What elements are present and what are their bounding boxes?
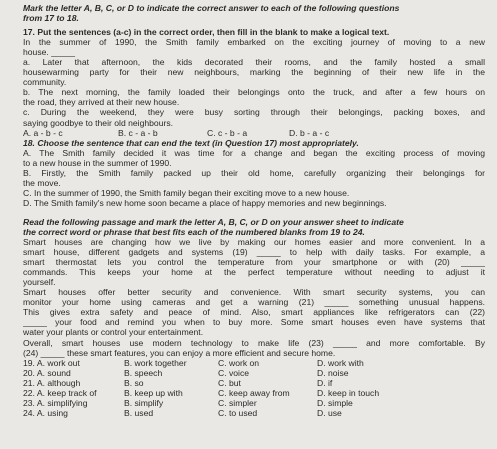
- q19-option-b[interactable]: B. work together: [124, 357, 187, 368]
- q17-sentence-c: c. During the weekend, they were busy sorting through their belongings, packing boxes, and: [23, 107, 485, 118]
- q17-sentence-a-line2: housewarming party for their new neighbours, marking the beginning of their new life in the: [23, 67, 485, 78]
- q22-option-c[interactable]: C. keep away from: [218, 387, 290, 398]
- q21-options: [23, 378, 485, 388]
- q20-options: [23, 368, 485, 378]
- q20-option-c[interactable]: C. voice: [218, 367, 250, 378]
- q19-option-a[interactable]: 19. A. work out: [23, 357, 80, 368]
- q20-option-a[interactable]: 20. A. sound: [23, 367, 71, 378]
- passage-line: Smart houses are changing how we live by making our homes easier and more convenient. In a: [23, 237, 485, 248]
- section1-instruction-line2: from 17 to 18.: [23, 13, 79, 24]
- q19-option-d[interactable]: D. work with: [317, 357, 364, 368]
- q17-sentence-c-line2: saying goodbye to their old neighbours.: [23, 117, 174, 128]
- q23-option-a[interactable]: 23. A. simplifying: [23, 397, 88, 408]
- q22-option-a[interactable]: 22. A. keep track of: [23, 387, 97, 398]
- q18-option-d[interactable]: D. The Smith family's new home soon became a place of happy memories and new beginnings.: [23, 197, 387, 208]
- passage-line: smart house, different gadgets and systems (19) _____ to help with daily tasks. For example, a: [23, 247, 485, 258]
- q21-option-c[interactable]: C. but: [218, 377, 241, 388]
- passage-line: commands. This keeps your home at the perfect temperature without needing to adjust it: [23, 267, 485, 278]
- q22-option-d[interactable]: D. keep in touch: [317, 387, 380, 398]
- q19-option-c[interactable]: C. work on: [218, 357, 260, 368]
- passage-line: _____ your food and remind you when to buy more. Some smart houses even have systems that: [23, 317, 485, 328]
- q17-option-c[interactable]: C. c - b - a: [207, 127, 248, 138]
- q17-stem-line2: In the summer of 1990, the Smith family embarked on the exciting journey of moving to a new: [23, 37, 485, 48]
- q17-sentence-a: a. Later that afternoon, the kids decorated their rooms, and the family hosted a small: [23, 57, 485, 68]
- passage-line: yourself.: [23, 277, 56, 288]
- q17-stem-line3: house. _____: [23, 47, 76, 58]
- section2-instruction-line2: the correct word or phrase that best fits each of the numbered blanks from 19 to 24.: [23, 226, 365, 237]
- passage-line: Overall, smart houses use modern technology to make life (23) _____ and more comfortable. By: [23, 337, 485, 348]
- q23-option-c[interactable]: C. simpler: [218, 397, 257, 408]
- q20-option-b[interactable]: B. speech: [124, 367, 163, 378]
- q23-option-b[interactable]: B. simplify: [124, 397, 164, 408]
- q24-option-d[interactable]: D. use: [317, 407, 342, 418]
- q18-option-c[interactable]: C. In the summer of 1990, the Smith family began their exciting move to a new house.: [23, 187, 350, 198]
- q22-options: [23, 388, 485, 398]
- q21-option-d[interactable]: D. if: [317, 377, 333, 388]
- q23-options: [23, 398, 485, 408]
- q17-sentence-b-line2: the road, they arrived at their new house.: [23, 97, 180, 108]
- q22-option-b[interactable]: B. keep up with: [124, 387, 183, 398]
- q24-option-a[interactable]: 24. A. using: [23, 407, 68, 418]
- passage-line: (24) _____ these smart features, you can enjoy a more efficient and secure home.: [23, 347, 336, 358]
- q23-option-d[interactable]: D. simple: [317, 397, 353, 408]
- q17-sentence-a-line3: community.: [23, 77, 67, 88]
- q19-options: [23, 358, 485, 368]
- q17-option-a[interactable]: A. a - b - c: [23, 127, 63, 138]
- q21-option-b[interactable]: B. so: [124, 377, 144, 388]
- q18-option-a-line2[interactable]: to a new house in the summer of 1990.: [23, 157, 172, 168]
- passage-line: monitor your home using cameras and get a warning (21) _____ something unusual happens.: [23, 297, 485, 308]
- q24-option-b[interactable]: B. used: [124, 407, 154, 418]
- q17-stem: 17. Put the sentences (a-c) in the correct order, then fill in the blank to make a logical text.: [23, 27, 390, 38]
- q21-option-a[interactable]: 21. A. although: [23, 377, 81, 388]
- passage-line: Smart houses offer better security and convenience. With smart security systems, you can: [23, 287, 485, 298]
- q17-option-d[interactable]: D. b - a - c: [289, 127, 330, 138]
- q18-option-a[interactable]: A. The Smith family decided it was time for a change and began the exciting process of moving: [23, 147, 485, 158]
- q24-options: [23, 408, 485, 418]
- q18-option-b-line2[interactable]: the move.: [23, 177, 61, 188]
- q24-option-c[interactable]: C. to used: [218, 407, 258, 418]
- q18-stem: 18. Choose the sentence that can end the text (in Question 17) most appropriately.: [23, 137, 359, 148]
- q17-option-b[interactable]: B. c - a - b: [118, 127, 158, 138]
- q17-sentence-b: b. The next morning, the family loaded their belongings onto the truck, and after a few hours on: [23, 87, 485, 98]
- q17-options: [23, 128, 485, 138]
- q18-option-b[interactable]: B. Firstly, the Smith family packed up their old home, carefully organizing their belongings for: [23, 167, 485, 178]
- passage-line: water your plants or control your entertainment.: [23, 327, 204, 338]
- section2-instruction-line1: Read the following passage and mark the letter A, B, C, or D on your answer sheet to indicate: [23, 216, 404, 227]
- passage-line: smart thermostat lets you control the temperature from your smartphone or with (20) _____: [23, 257, 485, 268]
- section1-instruction-line1: Mark the letter A, B, C, or D to indicate the correct answer to each of the following questions: [23, 3, 400, 13]
- q20-option-d[interactable]: D. noise: [317, 367, 349, 378]
- passage-line: This gives extra safety and peace of mind. Also, smart appliances like refrigerators can (22): [23, 307, 485, 318]
